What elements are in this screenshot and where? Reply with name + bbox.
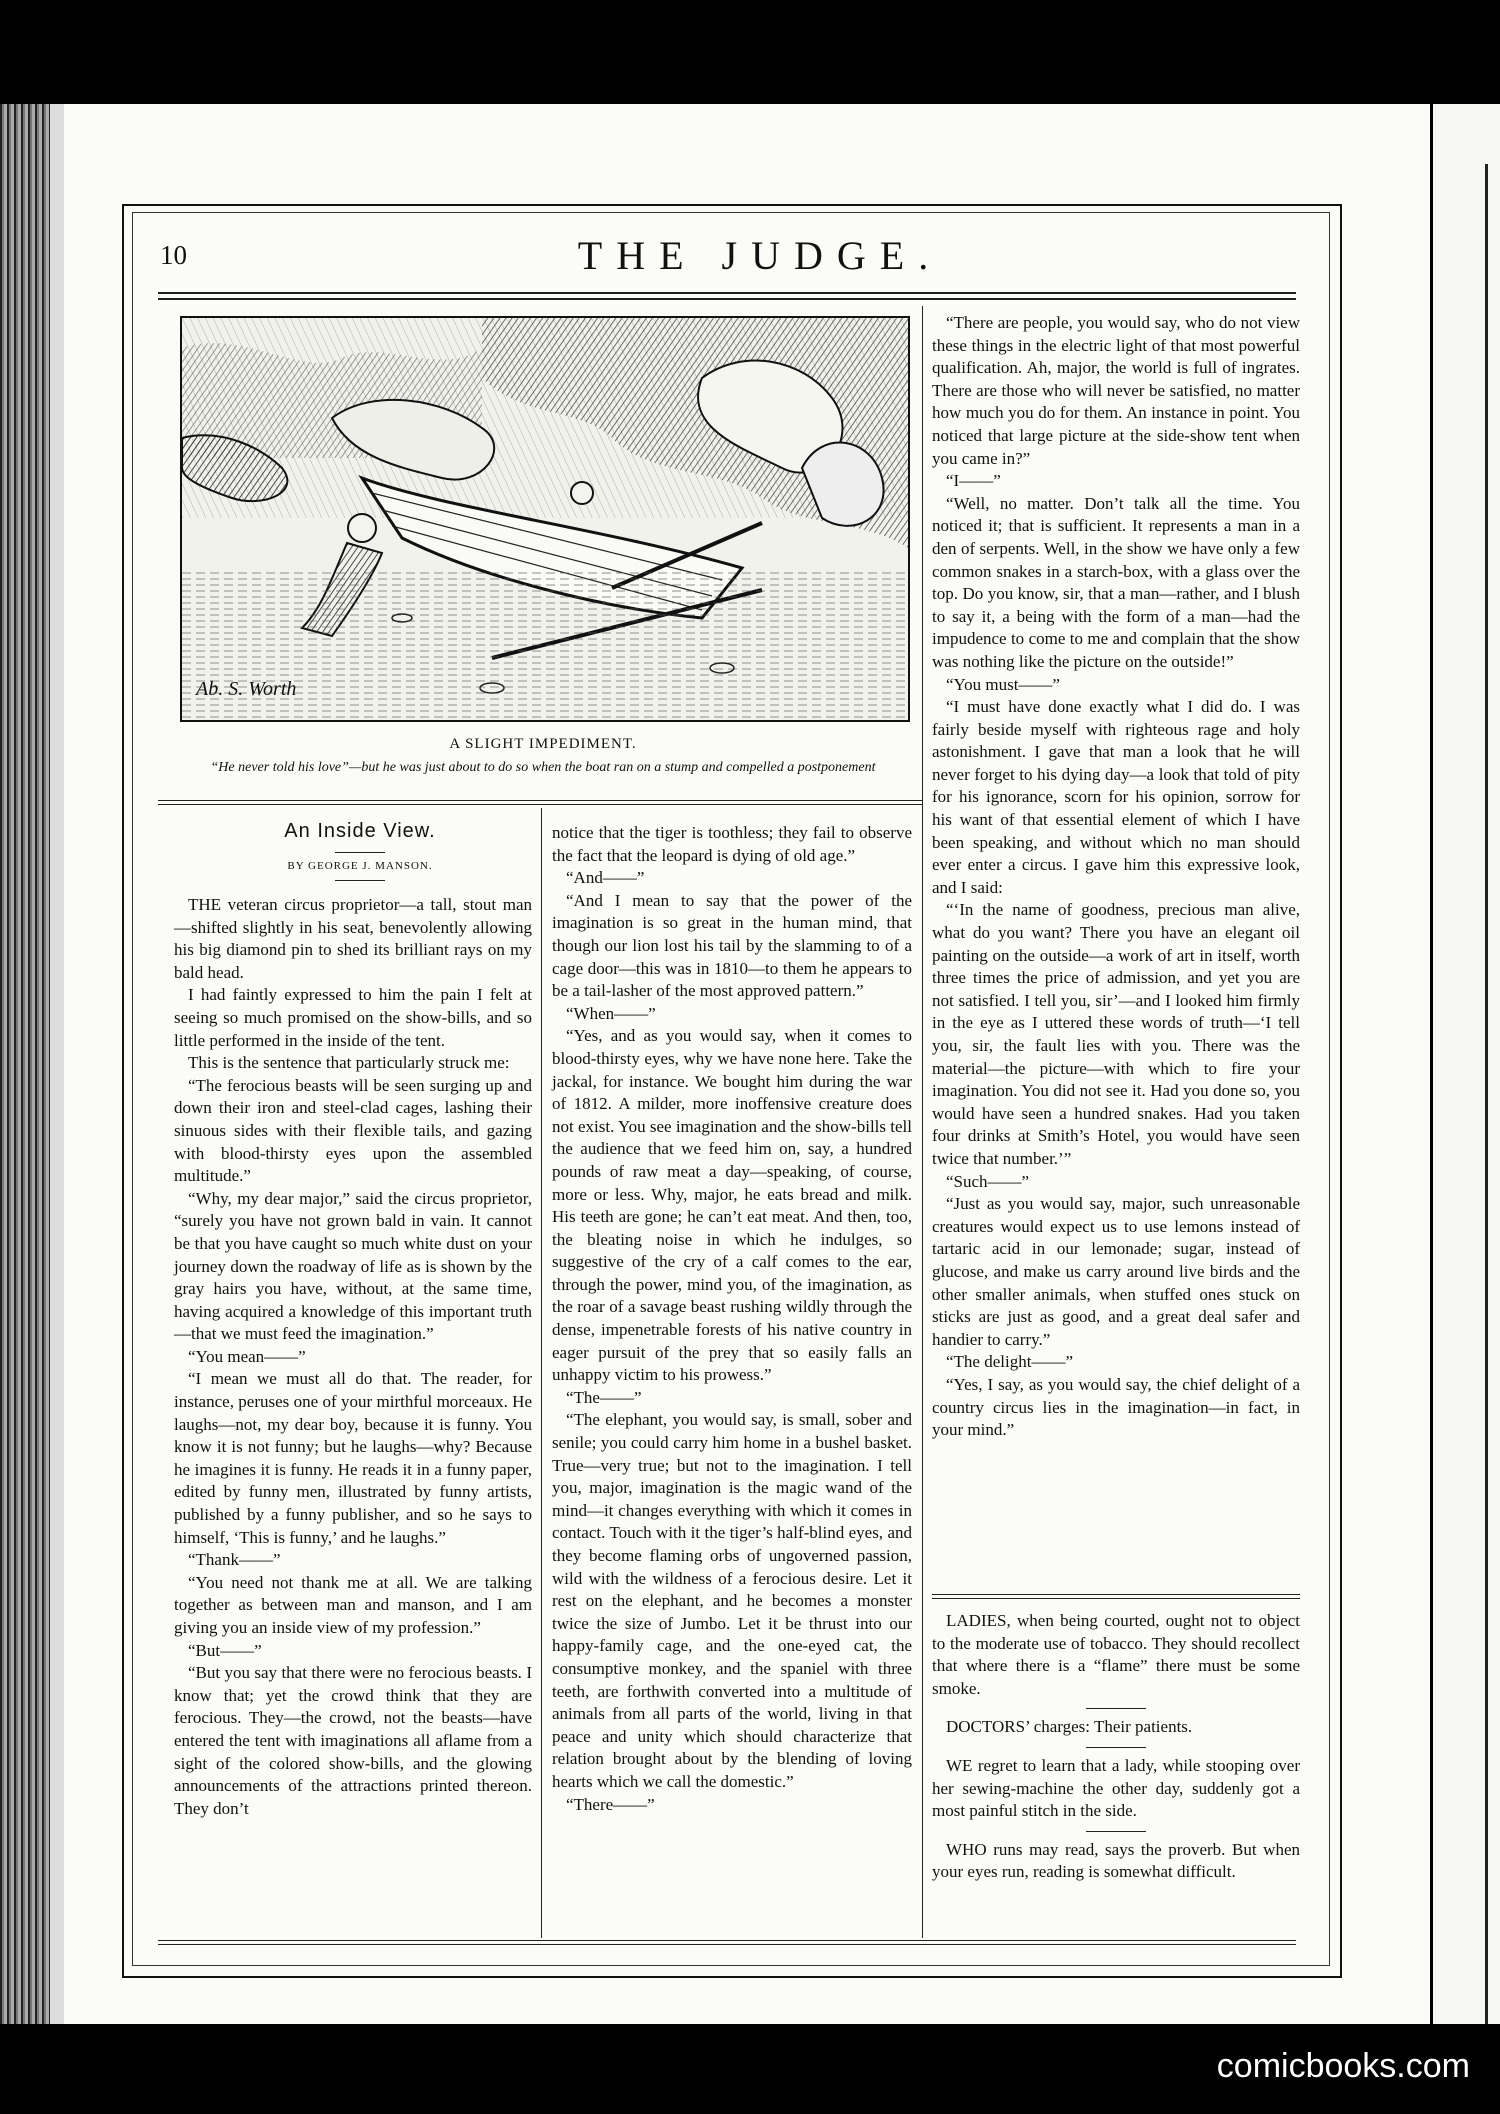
page-number: 10 [160,240,187,270]
paragraph: “When——” [566,1003,656,1023]
paragraph: “The delight——” [946,1352,1073,1372]
paragraph: “The elephant, you would say, is small, sober and senile; you could carry him home in a bushel basket. True—very true; but not to the imagination. I tell you, major, imagination is the magic wand of the mind—it changes everything with which it comes in contact. Touch with it the tiger’s half-blind eyes, and they become flaming orbs of ungoverned passion, wild with the wildness of a ferocious desire. Let it rest on the elephant, and he becomes a monster twice the size of Jumbo. Let it be thrust into our happy-family cage, and the one-eyed cat, the consumptive monkey, and the spaniel with three teeth, are forthwith converted into a multitude of animals from all parts of the world, living in that peace and unity which should characterize that relation brought about by the blending of loving hearts which we call the domestic.” [552,1410,912,1791]
paragraph: “You must——” [946,674,1060,694]
filler-rule-1 [932,1594,1300,1595]
column-divider-left [541,808,542,1938]
title-rule [335,852,385,853]
watermark: comicbooks.com [1216,2047,1470,2085]
caption-rule-2 [158,804,922,805]
paragraph: “Yes, and as you would say, when it comes to blood-thirsty eyes, why we have none here. Take the jackal, for instance. We bought him during the war of 1812. A milder, more inoffensive creature does not exist. You see imagination and the show-bills tell the audience that we feed him on, say, a hundred pounds of raw meat a day—speaking, of course, more or less. Why, major, he eats bread and milk. His teeth are gone; he can’t eat meat. And then, too, the bleating noise in which he indulges, so suggestive of the cry of a calf comes to the ear, through the power, mind you, of the imagination, as the roar of a savage beast rushing wildly through the dense, impenetrable forests of his native country in eager pursuit of the prey that so easily falls an unhappy victim to his prowess.” [552,1026,912,1385]
paragraph: “Just as you would say, major, such unreasonable creatures would expect us to use lemons instead of tartaric acid in our lemonade; sugar, instead of glucose, and make us carry around live birds and the other smaller animals, when stuffed ones stuck on sticks are just as good, and a great deal safer and handier to carry.” [932,1194,1300,1349]
paragraph: “Thank——” [188,1550,281,1570]
illustration-caption-title: A SLIGHT IMPEDIMENT. [449,736,637,752]
paragraph: “You need not thank me at all. We are talking together as between man and manson, and I am giving you an inside view of my profession.” [174,1572,532,1637]
filler-column [932,1610,1300,1884]
paragraph: “But——” [188,1640,262,1660]
page-edge [50,104,64,2024]
filler-paragraph: DOCTORS’ charges: Their patients. [946,1717,1193,1737]
illustration-drawing [182,318,908,720]
paragraph: “‘In the name of goodness, precious man alive, what do you want? There you have an elegant oil painting on the outside—a work of art in itself, worth three times the price of admission, and yet you are not satisfied. I tell you, sir’—and I looked him firmly in the eye as I uttered these words of truth—‘I tell you, sir, the fault lies with you. There was the material—the picture—with which to fire your imagination. You did not see it. Had you done so, you would have seen a hundred snakes. Had you taken four drinks at Smith’s Hotel, you would have seen twice that number.’” [932,900,1300,1168]
masthead-title: THE JUDGE. [577,233,943,278]
paragraph: “And——” [566,868,645,888]
article-column-3 [932,312,1300,1442]
paragraph: notice that the tiger is toothless; they fail to observe the fact that the leopard is dying of old age.” [552,823,912,865]
book-spine [0,104,50,2024]
facing-page-edge [1430,104,1500,2024]
paragraph: “But you say that there were no ferocious beasts. I know that; yet the crowd think that they are ferocious. They—the crowd, not the beasts—have entered the tent with imaginations all aflame from a sight of the colored show-bills, and the glowing announcements of the attractions printed thereon. They don’t [174,1663,532,1818]
paragraph: “And I mean to say that the power of the imagination is so great in the human mind, that though our lion lost his tail by the slamming to of a cage door—this was in 1810—to them he appears to be a tail-lasher of the most approved pattern.” [552,890,912,1001]
paragraph: “I must have done exactly what I did do. I was fairly beside myself with righteous rage and holy astonishment. I gave that man a look that he will never forget to his dying day—a look that told of pity for his ignorance, scorn for his opinion, sorrow for his want of that essential element of which I have been speaking, and without which no man should ever enter a circus. I gave him this expressive look, and I said: [932,697,1300,897]
paragraph: “I mean we must all do that. The reader, for instance, peruses one of your mirthful morceaux. He laughs—not, my dear boy, because it is funny. You know it is not funny; but he laughs—why? Because he imagines it is funny. He reads it in a funny paper, edited by funny men, illustrated by funny artists, published by a funny publisher, and so he says to himself, ‘This is funny,’ and he laughs.” [174,1369,532,1547]
paragraph: I had faintly expressed to him the pain I felt at seeing so much promised on the show-bills, and so little performed in the inside of the tent. [174,985,532,1050]
bottom-rule-2 [158,1944,1296,1945]
article-column-1 [174,894,532,1820]
paragraph: “I——” [946,471,1001,491]
filler-paragraph: WHO runs may read, says the proverb. But when your eyes run, reading is somewhat difficult. [932,1839,1300,1882]
illustration-caption-subtitle: “He never told his love”—but he was just about to do so when the boat ran on a stump and compelled a postponement [210,760,876,775]
column-divider-right [922,306,923,1938]
article-column-2 [552,822,912,1816]
paragraph: This is the sentence that particularly struck me: [188,1053,510,1073]
filler-rule-2 [932,1598,1300,1599]
paragraph: “You mean——” [188,1346,306,1366]
article-title: An Inside View. [284,820,436,842]
filler-paragraph: WE regret to learn that a lady, while stooping over her sewing-machine the other day, suddenly got a most painful stitch in the side. [932,1755,1300,1821]
paragraph: “Such——” [946,1171,1030,1191]
filler-paragraph: LADIES, when being courted, ought not to object to the moderate use of tobacco. They should recollect that where there is a “flame” there must be some smoke. [932,1611,1300,1698]
paragraph: “Why, my dear major,” said the circus proprietor, “surely you have not grown bald in vain. It cannot be that you have caught so much white dust on your journey down the roadway of life as is shown by the gray hairs you have, without, at the same time, having acquired a knowledge of this important truth—that we must feed the imagination.” [174,1188,532,1344]
article-byline: BY GEORGE J. MANSON. [287,860,433,872]
paragraph: “Well, no matter. Don’t talk all the time. You noticed it; that is sufficient. It represents a man in a den of serpents. Well, in the show we have only a few common snakes in a starch-box, with a glass over the top. Do you know, sir, that a man—rather, and I blush to say it, a being with the form of a man—had the impudence to come to me and complain that the show was nothing like the picture on the outside!” [932,493,1300,671]
paragraph: “There——” [566,1794,655,1814]
paragraph: THE veteran circus proprietor—a tall, stout man—shifted slightly in his seat, benevolently allowing his big diamond pin to shed its brilliant rays on my bald head. [174,895,532,982]
caption-rule-1 [158,800,922,801]
byline-rule [335,880,385,881]
paragraph: “The ferocious beasts will be seen surging up and down their iron and steel-clad cages, lashing their sinuous sides with their flexible tails, and gazing with blood-thirsty eyes upon the assembled multitude.” [174,1075,532,1186]
paragraph: “Yes, I say, as you would say, the chief delight of a country circus lies in the imagination—in fact, in your mind.” [932,1374,1300,1440]
paragraph: “The——” [566,1387,642,1407]
bottom-rule-1 [158,1940,1296,1941]
masthead-rule-top [158,292,1296,294]
masthead-rule-bottom [158,298,1296,300]
illustration [180,316,910,722]
paragraph: “There are people, you would say, who do not view these things in the electric light of that most powerful qualification. Ah, major, the world is full of ingrates. There are those who will never be satisfied, no matter how much you do for them. An instance in point. You noticed that large picture at the side-show tent when you came in?” [932,313,1300,468]
artist-signature: Ab. S. Worth [196,678,297,700]
